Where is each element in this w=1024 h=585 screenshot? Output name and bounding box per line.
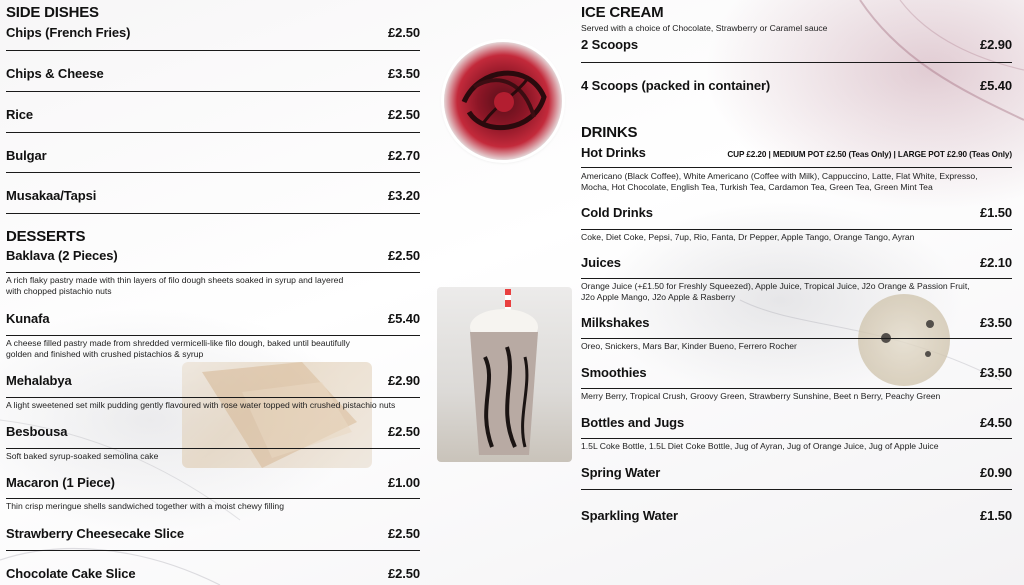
desserts-title: DESSERTS <box>6 228 86 245</box>
divider <box>6 91 420 92</box>
menu-item-rice: Rice £2.50 <box>6 107 420 122</box>
divider <box>6 172 420 173</box>
divider <box>581 229 1012 230</box>
ice-cream-title: ICE CREAM <box>581 4 664 21</box>
menu-item-bulgar: Bulgar £2.70 <box>6 148 420 163</box>
item-description: Oreo, Snickers, Mars Bar, Kinder Bueno, Ferrero Rocher <box>581 341 797 351</box>
divider <box>6 498 420 499</box>
item-description: A rich flaky pastry made with thin layers of filo dough sheets soaked in syrup and layered with chopped pistachio nuts <box>6 275 344 296</box>
menu-item-sparkling-water: Sparkling Water £1.50 <box>581 508 1012 523</box>
menu-item-chips: Chips (French Fries) £2.50 <box>6 25 420 40</box>
hot-drinks-sizes: CUP £2.20 | MEDIUM POT £2.50 (Teas Only) | LARGE POT £2.90 (Teas Only) <box>727 150 1012 159</box>
item-description: A cheese filled pastry made from shredded vermicelli-like filo dough, baked until beautifully golden and finished with crushed pistachios & syrup <box>6 338 350 359</box>
divider <box>581 278 1012 279</box>
divider <box>6 272 420 273</box>
item-description: Soft baked syrup-soaked semolina cake <box>6 451 159 461</box>
menu-item-cold-drinks: Cold Drinks £1.50 <box>581 205 1012 220</box>
divider <box>581 489 1012 490</box>
divider <box>6 397 420 398</box>
divider <box>6 335 420 336</box>
divider <box>6 132 420 133</box>
menu-item-musakaa: Musakaa/Tapsi £3.20 <box>6 188 420 203</box>
menu-item-chips-cheese: Chips & Cheese £3.50 <box>6 66 420 81</box>
menu-item-strawberry-cheesecake: Strawberry Cheesecake Slice £2.50 <box>6 526 420 541</box>
menu-item-baklava: Baklava (2 Pieces) £2.50 <box>6 248 420 263</box>
divider <box>581 338 1012 339</box>
menu-item-kunafa: Kunafa £5.40 <box>6 311 420 326</box>
divider <box>6 50 420 51</box>
side-dishes-title: SIDE DISHES <box>6 4 99 21</box>
ice-cream-sundae-photo <box>444 42 562 160</box>
menu-item-besbousa: Besbousa £2.50 <box>6 424 420 439</box>
menu-item-chocolate-cake: Chocolate Cake Slice £2.50 <box>6 566 420 581</box>
item-description: Merry Berry, Tropical Crush, Groovy Green, Strawberry Sunshine, Beet n Berry, Peachy Green <box>581 391 941 401</box>
menu-item-juices: Juices £2.10 <box>581 255 1012 270</box>
menu-item-2-scoops: 2 Scoops £2.90 <box>581 37 1012 52</box>
ice-cream-subtitle: Served with a choice of Chocolate, Strawberry or Caramel sauce <box>581 23 828 33</box>
menu-item-milkshakes: Milkshakes £3.50 <box>581 315 1012 330</box>
menu-item-hot-drinks: Hot Drinks CUP £2.20 | MEDIUM POT £2.50 (Teas Only) | LARGE POT £2.90 (Teas Only) <box>581 145 1012 160</box>
divider <box>6 213 420 214</box>
item-description: Orange Juice (+£1.50 for Freshly Squeezed), Apple Juice, Tropical Juice, J2o Orange & Passion Fruit, J2o Apple Mango, J2o Apple & Rasberry <box>581 281 970 302</box>
divider <box>581 62 1012 63</box>
item-description: A light sweetened set milk pudding gently flavoured with rose water topped with crushed pistachio nuts <box>6 400 396 410</box>
menu-item-macaron: Macaron (1 Piece) £1.00 <box>6 475 420 490</box>
item-description: 1.5L Coke Bottle, 1.5L Diet Coke Bottle, Jug of Ayran, Jug of Orange Juice, Jug of Apple Juice <box>581 441 939 451</box>
item-description: Thin crisp meringue shells sandwiched together with a moist chewy filling <box>6 501 284 511</box>
menu-item-bottles-jugs: Bottles and Jugs £4.50 <box>581 415 1012 430</box>
item-description: Americano (Black Coffee), White Americano (Coffee with Milk), Cappuccino, Latte, Flat White, Expresso, Mocha, Hot Chocolate, English Tea, Turkish Tea, Cardamon Tea, Green Tea, Green Mint Tea <box>581 171 978 192</box>
divider <box>581 388 1012 389</box>
drinks-title: DRINKS <box>581 124 638 141</box>
divider <box>581 167 1012 168</box>
menu-item-spring-water: Spring Water £0.90 <box>581 465 1012 480</box>
divider <box>581 438 1012 439</box>
menu-item-4-scoops: 4 Scoops (packed in container) £5.40 <box>581 78 1012 93</box>
menu-item-smoothies: Smoothies £3.50 <box>581 365 1012 380</box>
milkshake-photo <box>437 287 572 462</box>
divider <box>6 550 420 551</box>
item-description: Coke, Diet Coke, Pepsi, 7up, Rio, Fanta, Dr Pepper, Apple Tango, Orange Tango, Ayran <box>581 232 915 242</box>
menu-item-mehalabya: Mehalabya £2.90 <box>6 373 420 388</box>
divider <box>6 448 420 449</box>
